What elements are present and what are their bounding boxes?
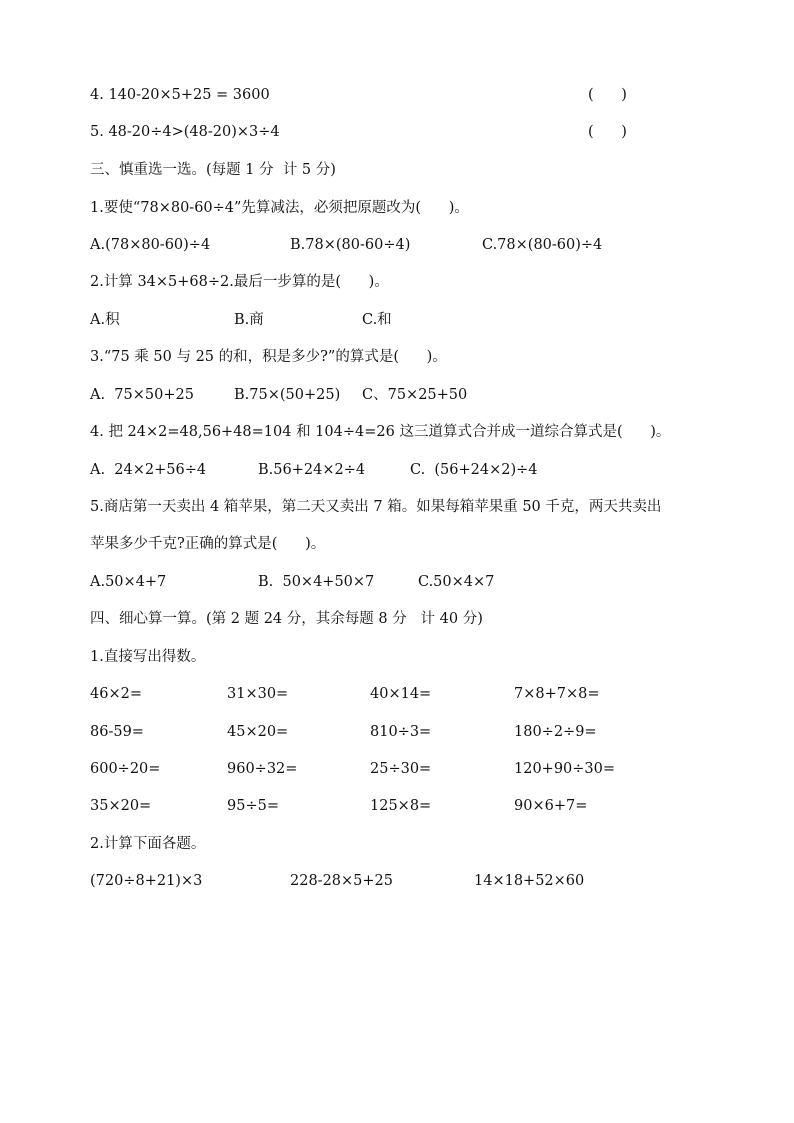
choice-q4-option-a[interactable]: A. 24×2+56÷4 — [90, 462, 207, 478]
judge-item-4: 4. 140-20×5+25 = 3600 — [90, 87, 270, 103]
choice-q3-option-b[interactable]: B.75×(50+25) — [234, 387, 341, 403]
choice-q5-option-b[interactable]: B. 50×4+50×7 — [258, 574, 375, 590]
calc-cell: 86-59= — [90, 724, 144, 740]
calc-cell: 90×6+7= — [514, 798, 588, 814]
calc-cell: 960÷32= — [227, 761, 298, 777]
answer-bracket-4[interactable]: ( ) — [588, 87, 627, 103]
calc-expression: 228-28×5+25 — [290, 873, 394, 889]
choice-q3-option-a[interactable]: A. 75×50+25 — [90, 387, 194, 403]
choice-q2-option-a[interactable]: A.积 — [90, 312, 120, 328]
calc-q1-title: 1.直接写出得数。 — [90, 649, 206, 665]
calc-cell: 25÷30= — [370, 761, 432, 777]
choice-q5-stem-line1: 5.商店第一天卖出 4 箱苹果，第二天又卖出 7 箱。如果每箱苹果重 50 千克，两天共卖出 — [90, 499, 662, 515]
choice-q1-option-c[interactable]: C.78×(80-60)÷4 — [482, 237, 603, 253]
calc-cell: 810÷3= — [370, 724, 432, 740]
choice-q5-stem-line2: 苹果多少千克?正确的算式是( )。 — [90, 536, 326, 552]
calc-cell: 46×2= — [90, 686, 142, 702]
choice-q1-option-b[interactable]: B.78×(80-60÷4) — [290, 237, 411, 253]
choice-q4-stem: 4. 把 24×2=48,56+48=104 和 104÷4=26 这三道算式合并成一道综合算式是( )。 — [90, 424, 671, 440]
choice-q2-stem: 2.计算 34×5+68÷2.最后一步算的是( )。 — [90, 274, 389, 290]
calc-cell: 120+90÷30= — [514, 761, 616, 777]
choice-q4-option-b[interactable]: B.56+24×2÷4 — [258, 462, 366, 478]
choice-q2-option-c[interactable]: C.和 — [362, 312, 392, 328]
calc-cell: 125×8= — [370, 798, 432, 814]
answer-bracket-5[interactable]: ( ) — [588, 124, 627, 140]
choice-q5-option-a[interactable]: A.50×4+7 — [90, 574, 167, 590]
calc-cell: 31×30= — [227, 686, 289, 702]
calc-cell: 35×20= — [90, 798, 152, 814]
calc-cell: 45×20= — [227, 724, 289, 740]
choice-q3-option-c[interactable]: C、75×25+50 — [362, 387, 468, 403]
calc-cell: 180÷2÷9= — [514, 724, 597, 740]
calc-expression: 14×18+52×60 — [474, 873, 585, 889]
section-3-title: 三、慎重选一选。(每题 1 分 计 5 分) — [90, 162, 336, 178]
calc-cell: 40×14= — [370, 686, 432, 702]
choice-q4-option-c[interactable]: C. (56+24×2)÷4 — [410, 462, 538, 478]
calc-cell: 95÷5= — [227, 798, 279, 814]
choice-q2-option-b[interactable]: B.商 — [234, 312, 264, 328]
calc-cell: 600÷20= — [90, 761, 161, 777]
calc-cell: 7×8+7×8= — [514, 686, 600, 702]
section-4-title: 四、细心算一算。(第 2 题 24 分，其余每题 8 分 计 40 分) — [90, 611, 483, 627]
choice-q5-option-c[interactable]: C.50×4×7 — [418, 574, 495, 590]
calc-expression: (720÷8+21)×3 — [90, 873, 203, 889]
calc-q2-title: 2.计算下面各题。 — [90, 836, 206, 852]
choice-q3-stem: 3.“75 乘 50 与 25 的和，积是多少?”的算式是( )。 — [90, 349, 447, 365]
choice-q1-stem: 1.要使“78×80-60÷4”先算减法，必须把原题改为( )。 — [90, 200, 469, 216]
choice-q1-option-a[interactable]: A.(78×80-60)÷4 — [90, 237, 211, 253]
judge-item-5: 5. 48-20÷4>(48-20)×3÷4 — [90, 124, 280, 140]
